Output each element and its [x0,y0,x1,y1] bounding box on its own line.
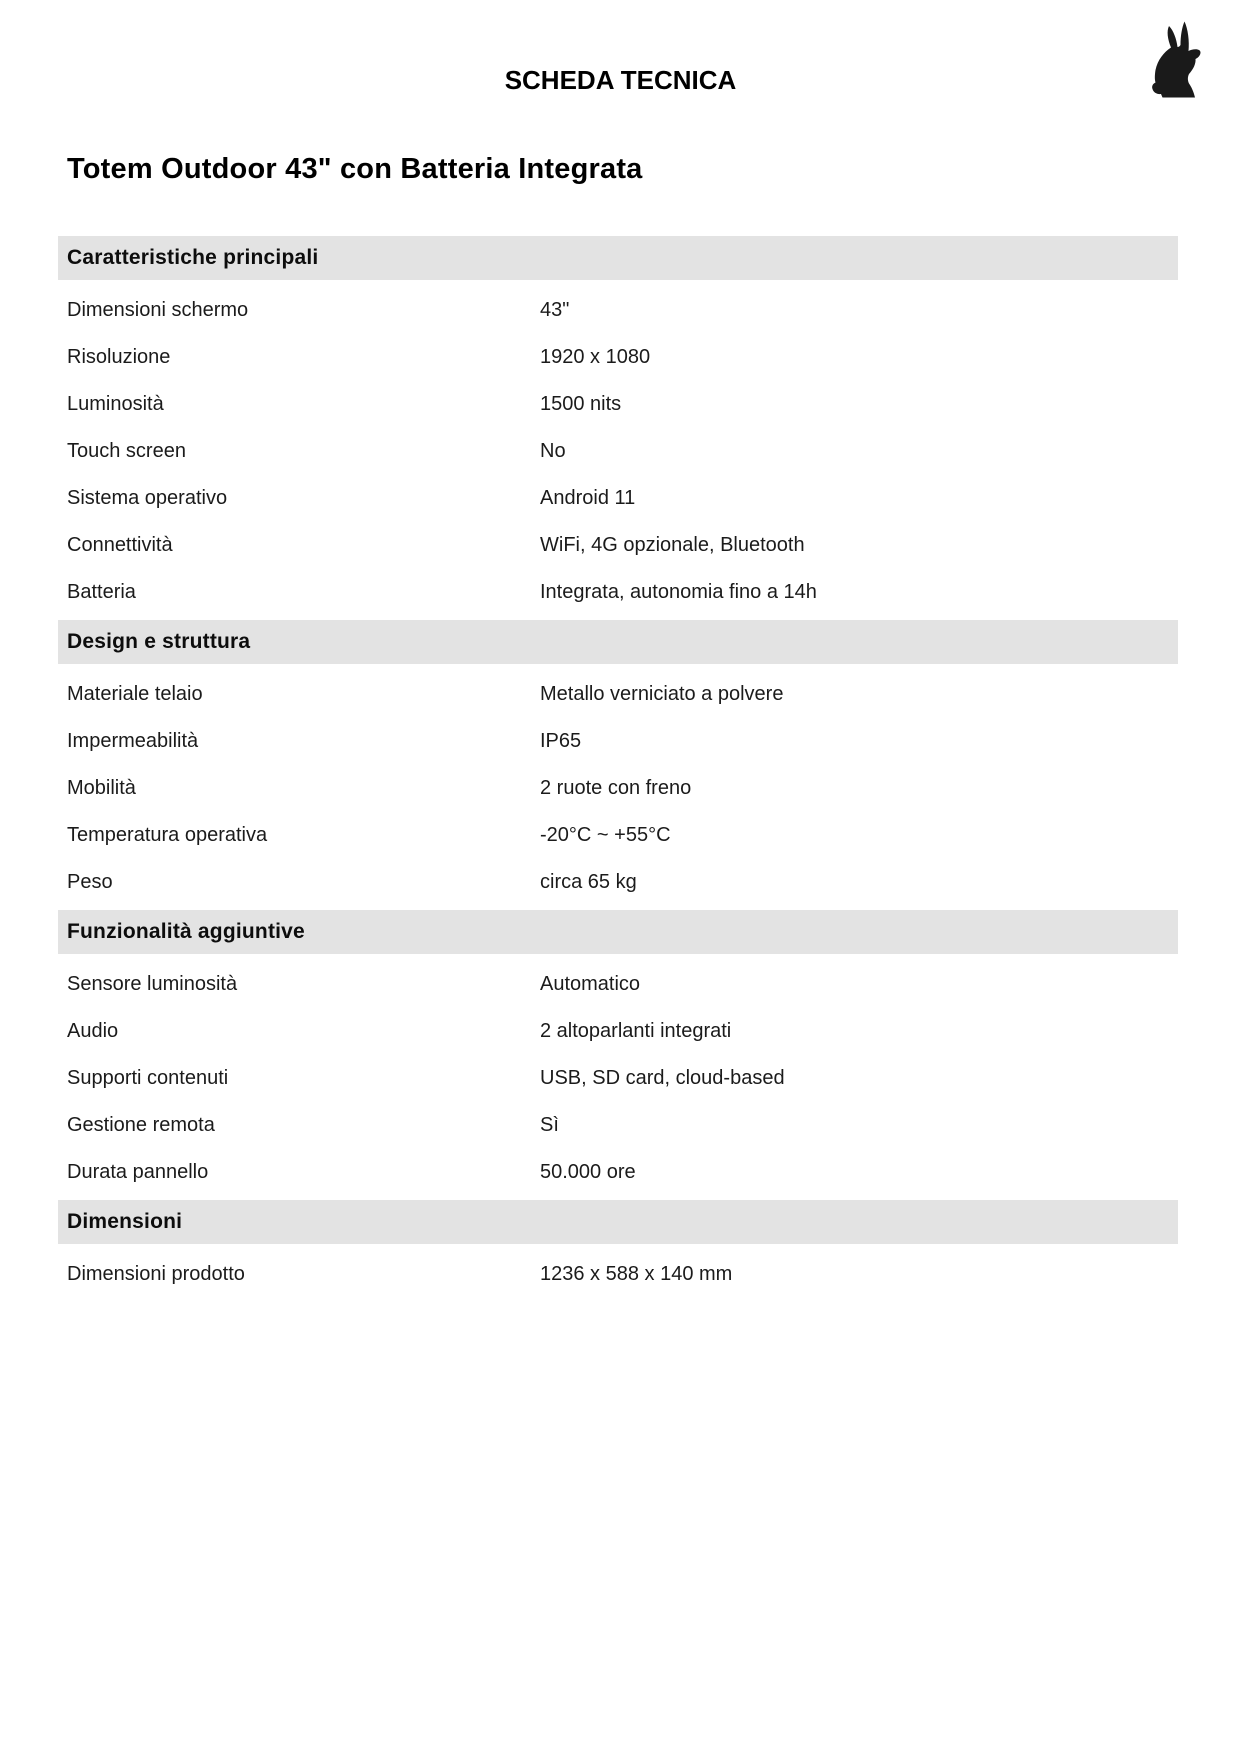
spec-value: 1500 nits [540,393,622,415]
spec-value: No [540,440,566,462]
section-header-label: Dimensioni [67,1210,183,1233]
spec-value: Sì [540,1114,559,1136]
rabbit-icon [1146,20,1212,102]
spec-value: 1920 x 1080 [540,346,651,368]
spec-row [58,522,1178,569]
spec-label: Mobilità [67,777,136,799]
spec-label: Impermeabilità [67,730,199,752]
spec-label: Peso [67,871,113,893]
spec-row [58,671,1178,718]
section-header [58,620,1178,664]
spec-section [58,910,1178,1196]
spec-label: Risoluzione [67,346,171,368]
spec-row [58,475,1178,522]
spec-value: circa 65 kg [540,871,637,893]
section-header-label: Funzionalità aggiuntive [67,920,305,943]
spec-row [58,1149,1178,1196]
spec-label: Audio [67,1020,119,1042]
spec-value: Automatico [540,973,641,995]
section-header [58,1200,1178,1244]
spec-label: Supporti contenuti [67,1067,229,1089]
spec-section [58,236,1178,616]
spec-label: Luminosità [67,393,164,415]
spec-label: Batteria [67,581,136,603]
section-header [58,236,1178,280]
spec-label: Touch screen [67,440,186,462]
spec-section [58,1200,1178,1298]
spec-row [58,1251,1178,1298]
spec-value: -20°C ~ +55°C [540,824,671,846]
section-header-label: Caratteristiche principali [67,246,319,269]
spec-value: Integrata, autonomia fino a 14h [540,581,817,603]
spec-label: Materiale telaio [67,683,203,705]
spec-value: Android 11 [540,487,636,509]
spec-row [58,1008,1178,1055]
spec-label: Dimensioni prodotto [67,1263,245,1285]
spec-value: WiFi, 4G opzionale, Bluetooth [540,534,805,556]
spec-label: Durata pannello [67,1161,209,1183]
spec-row [58,287,1178,334]
spec-value: USB, SD card, cloud-based [540,1067,785,1089]
spec-row [58,765,1178,812]
spec-row [58,859,1178,906]
spec-row [58,1102,1178,1149]
spec-value: 50.000 ore [540,1161,636,1183]
spec-row [58,381,1178,428]
spec-row [58,334,1178,381]
section-header [58,910,1178,954]
spec-label: Temperatura operativa [67,824,268,846]
spec-value: 43" [540,299,570,321]
spec-row [58,812,1178,859]
page-title: Totem Outdoor 43" con Batteria Integrata [67,153,643,185]
spec-value: 2 ruote con freno [540,777,692,799]
spec-row [58,1055,1178,1102]
spec-section [58,620,1178,906]
spec-label: Sistema operativo [67,487,228,509]
spec-row [58,428,1178,475]
spec-value: IP65 [540,730,582,752]
spec-label: Sensore luminosità [67,973,238,995]
spec-label: Dimensioni schermo [67,299,249,321]
spec-row [58,569,1178,616]
spec-label: Connettività [67,534,173,556]
spec-value: Metallo verniciato a polvere [540,683,784,705]
spec-value: 2 altoparlanti integrati [540,1020,732,1042]
spec-table [58,236,1178,1302]
spec-value: 1236 x 588 x 140 mm [540,1263,733,1285]
spec-row [58,718,1178,765]
spec-label: Gestione remota [67,1114,215,1136]
section-header-label: Design e struttura [67,630,251,653]
spec-row [58,961,1178,1008]
document-header-label: SCHEDA TECNICA [504,65,737,95]
